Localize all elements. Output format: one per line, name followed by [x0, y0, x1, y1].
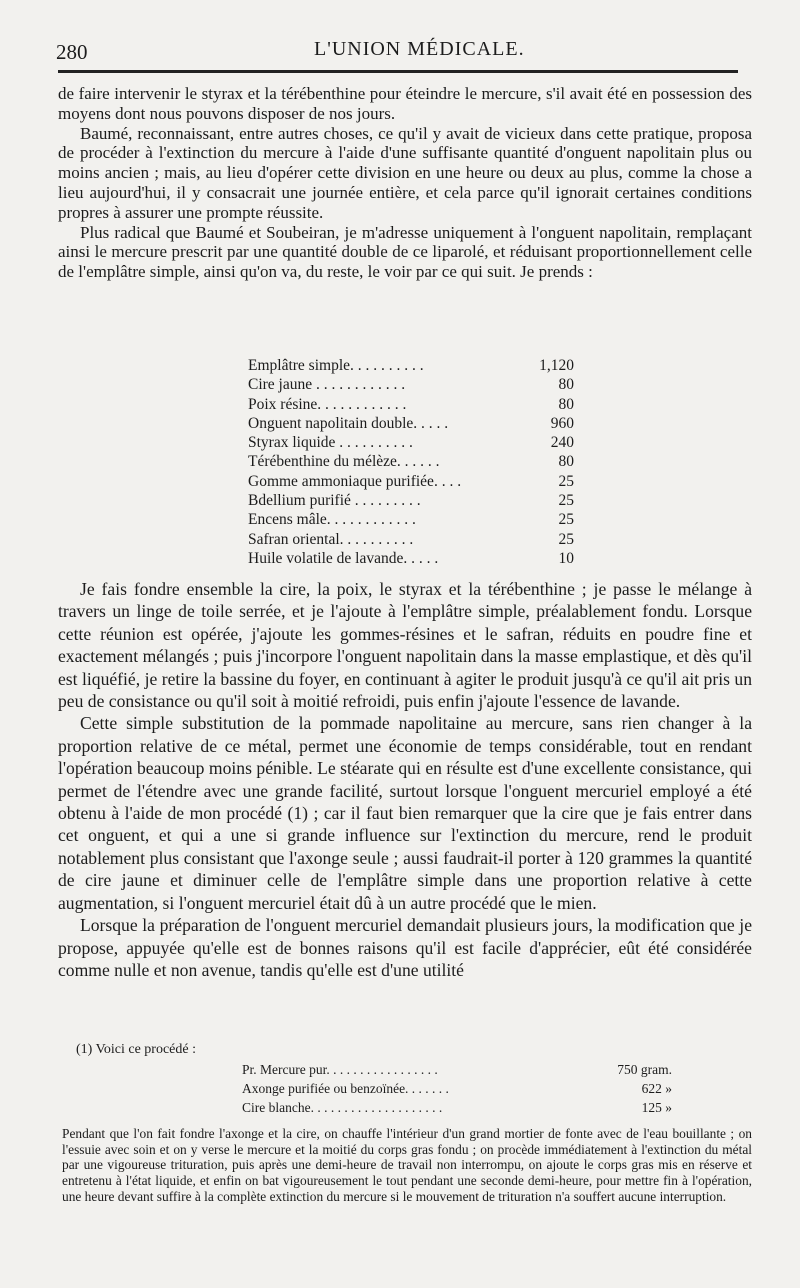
paragraph: Cette simple substitution de la pommade napolitaine au mercure, sans rien changer à la proportion relative de ce métal, permet une économie de temps considérable, tout en rendant l'opération beaucoup moins pénible. Le stéarate qui en résulte est d'une excellente consistance, qui permet de l'étendre avec une grande facilité, surtout lorsque l'onguent mercuriel employé a été obtenu à l'aide de mon procédé (1) ; car il faut bien remarquer que la cire que je fais entrer dans cet onguent, et qui a une si grande influence sur l'extinction du mercure, rend le produit notablement plus consistant que l'axonge seule ; aussi faudrait-il porter à 120 grammes la quantité de cire jaune et diminuer celle de l'emplâtre simple dans une proportion relative à cette augmentation, si l'onguent mercuriel était dû à un autre procédé que le mien. — [58, 713, 752, 913]
ingredient-name: Emplâtre simple. . . . . . . . . . — [248, 357, 424, 374]
ingredient-name: Onguent napolitain double. . . . . — [248, 414, 449, 432]
ingredient-name: Poix résine. . . . . . . . . . . . — [248, 395, 407, 413]
footnote — [76, 1042, 748, 1115]
ingredient-name: Styrax liquide . . . . . . . . . . — [248, 434, 413, 452]
ingredient-quantity: 80 — [558, 376, 574, 394]
paragraph: Je fais fondre ensemble la cire, la poix, le styrax et la térébenthine ; je passe le mélange à travers un linge de toile serrée, et je l'ajoute à l'emplâtre simple, préalablement fondu. Lorsque cette réunion est opérée, j'ajoute les gommes-résines et le safran, réduits en poudre fine et exactement mélangés ; puis j'incorpore l'onguent napolitain dans la masse emplastique, et dès qu'il est liquéfié, je retire la bassine du foyer, en continuant à agiter le produit jusqu'à ce qu'il ait pris un peu de consistance ou qu'il soit à moitié refroidi, puis enfin j'ajoute l'essence de lavande. — [58, 579, 752, 712]
body-text-bottom — [58, 578, 752, 981]
paragraph: Lorsque la préparation de l'onguent mercuriel demandait plusieurs jours, la modification que je propose, appuyée qu'elle est de bonnes raisons qu'il est facile d'apprécier, eût été considérée comme nulle et non avenue, tandis qu'elle est d'une utilité — [58, 915, 752, 980]
ingredient-quantity: 960 — [550, 414, 574, 432]
recipe-row — [248, 549, 574, 568]
ingredient-name: Térébenthine du mélèze. . . . . . — [248, 453, 440, 471]
ingredient-quantity: 25 — [558, 530, 574, 548]
ingredient-quantity: 240 — [550, 434, 574, 452]
page-header — [56, 36, 746, 66]
footnote-ingredient: Cire blanche. . . . . . . . . . . . . . . . . . . . — [242, 1100, 443, 1115]
footnote-paragraph: Pendant que l'on fait fondre l'axonge et la cire, on chauffe l'intérieur d'un grand mortier de fonte avec de l'eau bouillante ; on l'essuie avec soin et on y verse le mercure et la moitié du corps gras fondu ; on procède immédiatement à l'extinction du métal par une vigoureuse trituration, puis après une demi-heure de travail non interrompu, on ajoute le corps gras mis en réserve et entretenu à l'état liquide, et enfin on bat vigoureusement le tout pendant une seconde demi-heure, pour mettre fin à l'opération, une heure devant suffire à la complète extinction du mercure si le mouvement de trituration n'a souffert aucune interruption. — [62, 1126, 752, 1204]
page-number: 280 — [56, 40, 88, 64]
ingredient-name: Safran oriental. . . . . . . . . . — [248, 530, 414, 548]
running-title: L'UNION MÉDICALE. — [314, 38, 525, 60]
paragraph: de faire intervenir le styrax et la térébenthine pour éteindre le mercure, s'il avait été en possession des moyens dont nous pouvons disposer de nos jours. — [58, 84, 752, 123]
footnote-quantity: 622 » — [641, 1081, 672, 1096]
body-text-top — [58, 84, 752, 282]
ingredient-name: Encens mâle. . . . . . . . . . . . — [248, 511, 416, 529]
header-rule — [58, 70, 738, 73]
recipe-row — [248, 491, 574, 510]
ingredient-name: Bdellium purifié . . . . . . . . . — [248, 492, 421, 510]
paragraph: Baumé, reconnaissant, entre autres choses, ce qu'il y avait de vicieux dans cette pratique, proposa de procéder à l'extinction du mercure à l'aide d'une suffisante quantité d'onguent napolitain plus ou moins ancien ; mais, au lieu d'opérer cette division en une heure ou deux au plus, comme la chose a lieu aujourd'hui, il y consacrait une journée entière, et cela parce qu'il ignorait certaines conditions propres à assurer une prompte réussite. — [58, 123, 752, 222]
ingredient-quantity: 80 — [558, 395, 574, 413]
footnote-recipe-row — [242, 1060, 672, 1079]
recipe-row — [248, 395, 574, 414]
recipe-row — [248, 472, 574, 491]
recipe-row — [248, 530, 574, 549]
recipe-row — [248, 510, 574, 529]
footnote-quantity: 750 gram. — [617, 1062, 672, 1077]
footnote-ingredient: Pr. Mercure pur. . . . . . . . . . . . . . . . . — [242, 1062, 438, 1077]
recipe-row — [248, 356, 574, 375]
footnote-recipe — [242, 1060, 672, 1117]
paragraph: Plus radical que Baumé et Soubeiran, je m'adresse uniquement à l'onguent napolitain, remplaçant ainsi le mercure prescrit par une quantité double de ce liparolé, et réduisant proportionnellement celle de l'emplâtre simple, ainsi qu'on va, du reste, le voir par ce qui suit. Je prends : — [58, 222, 752, 282]
footnote-ingredient: Axonge purifiée ou benzoïnée. . . . . . . — [242, 1081, 449, 1096]
recipe-row — [248, 375, 574, 394]
ingredient-name: Huile volatile de lavande. . . . . — [248, 549, 439, 567]
recipe-list — [248, 356, 574, 568]
ingredient-quantity: 25 — [558, 472, 574, 490]
ingredient-quantity: 25 — [558, 511, 574, 529]
ingredient-quantity: 10 — [558, 549, 574, 567]
recipe-row — [248, 452, 574, 471]
ingredient-name: Cire jaune . . . . . . . . . . . . — [248, 376, 406, 394]
ingredient-quantity: 25 — [558, 492, 574, 510]
footnote-text — [62, 1126, 752, 1205]
footnote-recipe-row — [242, 1079, 672, 1098]
ingredient-quantity: 80 — [558, 453, 574, 471]
footnote-intro: (1) Voici ce procédé : — [76, 1042, 196, 1057]
recipe-row — [248, 414, 574, 433]
footnote-recipe-row — [242, 1098, 672, 1117]
recipe-row — [248, 433, 574, 452]
ingredient-quantity: 1,120 — [539, 357, 574, 374]
ingredient-name: Gomme ammoniaque purifiée. . . . — [248, 472, 462, 490]
footnote-quantity: 125 » — [641, 1100, 672, 1115]
